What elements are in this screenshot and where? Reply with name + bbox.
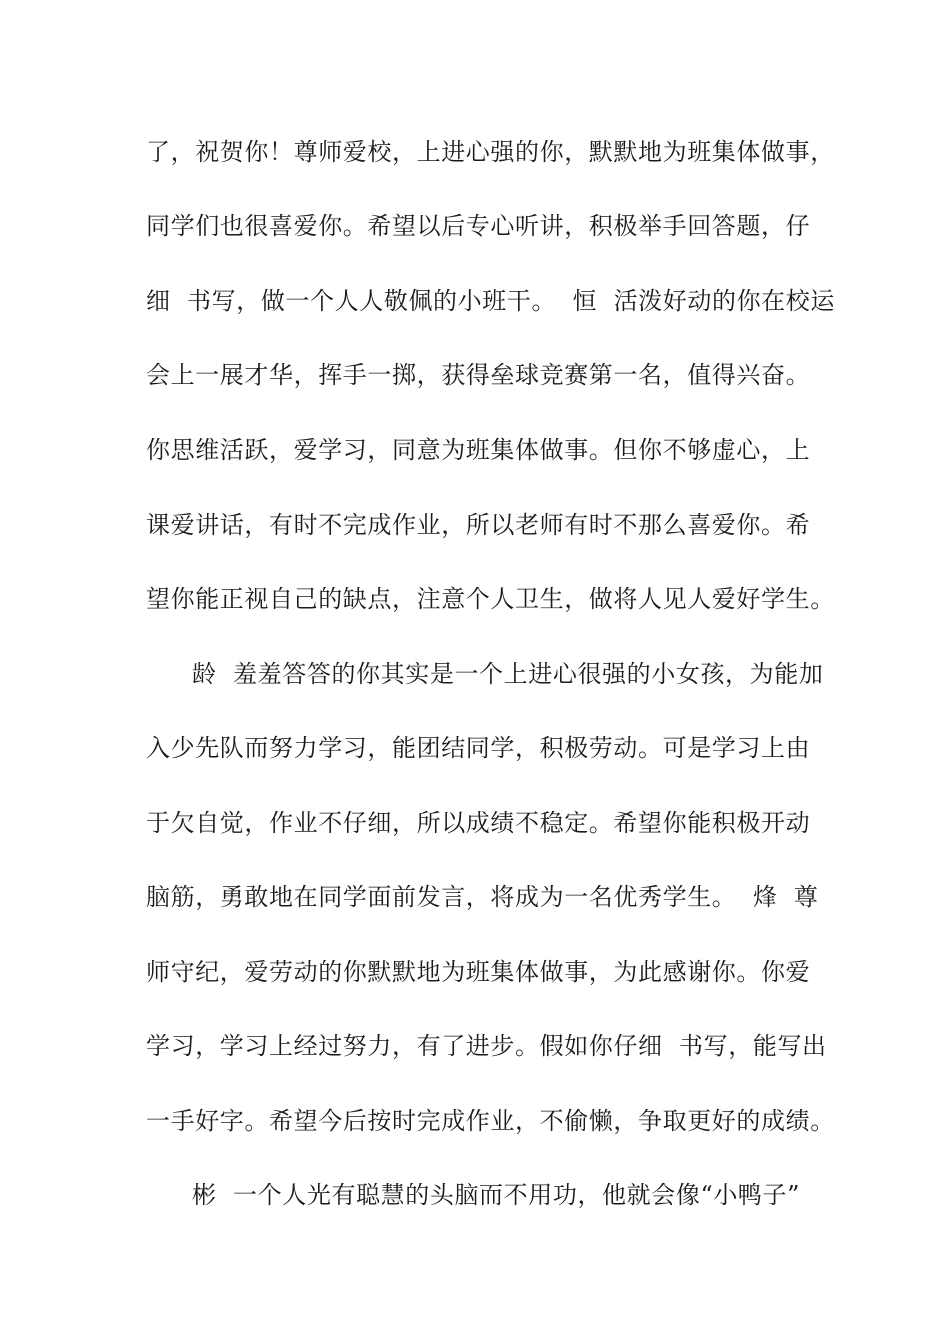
text-line: 了，祝贺你！尊师爱校，上进心强的你，默默地为班集体做事， (146, 138, 835, 166)
text-line: 同学们也很喜爱你。希望以后专心听讲，积极举手回答题，仔 (146, 212, 811, 240)
text-line: 师守纪，爱劳动的你默默地为班集体做事，为此感谢你。你爱 (146, 958, 811, 986)
text-line: 入少先队而努力学习，能团结同学，积极劳动。可是学习上由 (146, 734, 811, 762)
text-line: 细 书写，做一个人人敬佩的小班干。 恒 活泼好动的你在校运 (146, 287, 835, 315)
text-line: 学习，学习上经过努力，有了进步。假如你仔细 书写，能写出 (146, 1032, 827, 1060)
text-line: 望你能正视自己的缺点，注意个人卫生，做将人见人爱好学生。 (146, 585, 835, 613)
text-line: 一手好字。希望今后按时完成作业，不偷懒，争取更好的成绩。 (146, 1107, 835, 1135)
text-line: 会上一展才华，挥手一掷，获得垒球竞赛第一名，值得兴奋。 (146, 361, 811, 389)
text-line: 脑筋，勇敢地在同学面前发言，将成为一名优秀学生。 烽 尊 (146, 883, 819, 911)
text-line: 龄 羞羞答答的你其实是一个上进心很强的小女孩，为能加 (192, 660, 824, 688)
text-line: 课爱讲话，有时不完成作业，所以老师有时不那么喜爱你。希 (146, 511, 811, 539)
text-line: 于欠自觉，作业不仔细，所以成绩不稳定。希望你能积极开动 (146, 809, 811, 837)
text-line: 彬 一个人光有聪慧的头脑而不用功，他就会像“小鸭子” (192, 1181, 800, 1209)
text-line: 你思维活跃，爱学习，同意为班集体做事。但你不够虚心，上 (146, 436, 811, 464)
